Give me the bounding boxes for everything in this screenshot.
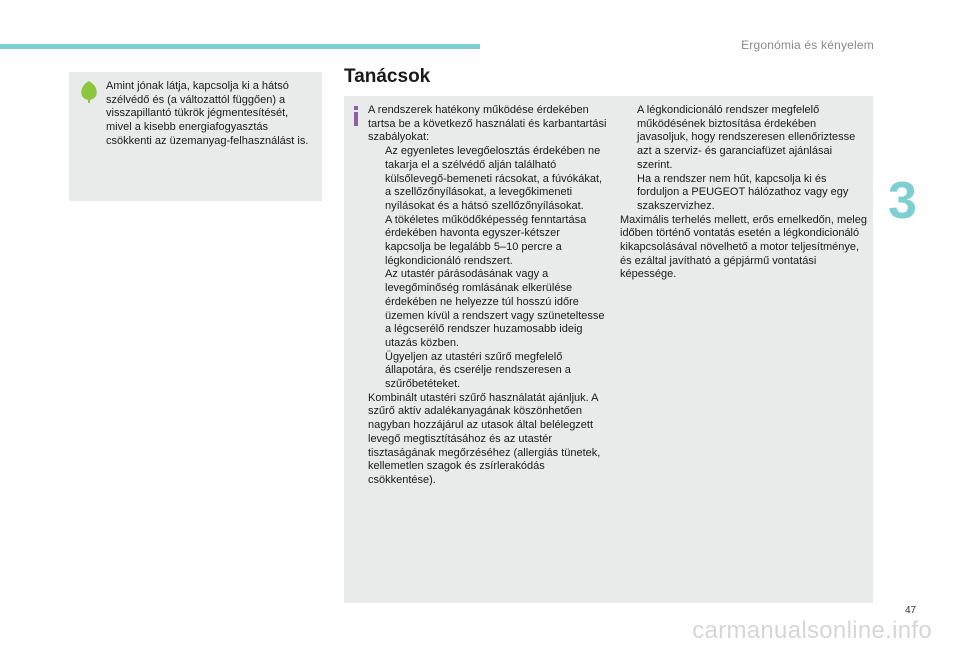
page-number: 47: [905, 605, 917, 616]
tip-bullet-text: Az egyenletes levegőelosztás érdekében ne takarja el a szélvédő alján található külsőlevegő-bemeneti rácsokat, a fúvókákat, a szellőzőnyílásokat, a levegőkimeneti nyílásokat és a hátsó szellőzőnyílásokat.: [385, 145, 603, 212]
watermark: carmanualsonline.info: [692, 617, 932, 644]
tip-bullet-text: A tökéletes működőképesség fenntartása érdekében havonta egyszer-kétszer kapcsolja be legalább 5–10 percre a légkondicionáló rendszert.: [385, 213, 587, 267]
tip-bullet: [368, 268, 608, 350]
tip-bullet: [368, 214, 608, 269]
tips-right-column: [620, 104, 870, 282]
tips-left-column: [368, 104, 608, 488]
tips-right-outro: Maximális terhelés mellett, erős emelkedőn, meleg időben történő vontatás esetén a légkondicionáló kikapcsolásával növelhető a motor teljesítménye, és ezáltal javítható a gépjármű vontatási képessége.: [620, 213, 867, 281]
tip-bullet-text: Ügyeljen az utastéri szűrő megfelelő állapotára, és cserélje rendszeresen a szűrőbetéteket.: [385, 350, 571, 391]
header-accent-bar: [0, 44, 480, 49]
tips-intro: A rendszerek hatékony működése érdekében tartsa be a következő használati és karbantartási szabályokat:: [368, 104, 607, 144]
eco-leaf-icon: [79, 80, 99, 104]
tips-box: [344, 96, 873, 603]
tip-bullet-text: Ha a rendszer nem hűt, kapcsolja ki és forduljon a PEUGEOT hálózathoz vagy egy szakszervizhez.: [637, 172, 849, 212]
eco-tip-box: [69, 72, 322, 201]
tips-left-outro: Kombinált utastéri szűrő használatát ajánljuk. A szűrő aktív adalékanyagának köszönhetően nagyban hozzájárul az utasok által belélegzett levegő megtisztításához és az utastér tisztaságának megőrzéséhez (allergiás tünetek, kellemetlen szagok és zsírlerakódás csökkentése).: [368, 391, 601, 486]
eco-tip-text: Amint jónak látja, kapcsolja ki a hátsó szélvédő és (a változattól függően) a visszapillantó tükrök jégmentesítését, mivel a kisebb energiafogyasztás csökkenti az üzemanyag-felhasználást is.: [106, 80, 309, 147]
tip-bullet: [368, 145, 608, 214]
tip-bullet-text: A légkondicionáló rendszer megfelelő működésének biztosítása érdekében javasoljuk, hogy rendszeresen ellenőriztesse azt a szerviz- és garanciafüzet ajánlásai szerint.: [637, 104, 856, 171]
section-title: Tanácsok: [344, 66, 431, 87]
tip-bullet: [620, 104, 870, 173]
chapter-number: 3: [888, 172, 917, 230]
chapter-title: Ergonómia és kényelem: [741, 38, 874, 52]
tip-bullet: [368, 351, 608, 392]
info-icon: [351, 106, 361, 126]
tip-bullet: [620, 173, 870, 214]
tip-bullet-text: Az utastér párásodásának vagy a levegőminőség romlásának elkerülése érdekében ne helyezze túl hosszú időre üzemen kívül a rendszert vagy szüneteltesse a légcserélő rendszer huzamosabb ideig utazás közben.: [385, 268, 605, 349]
